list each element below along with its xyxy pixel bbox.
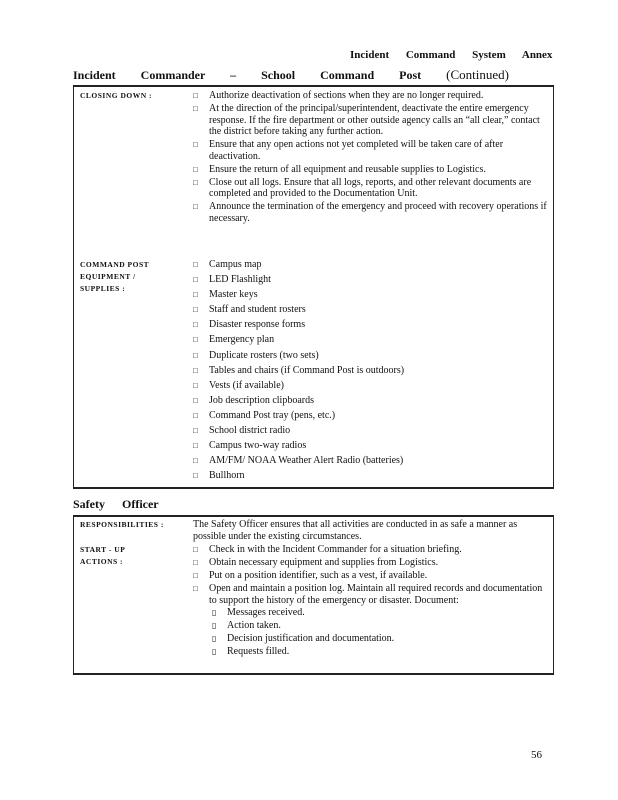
start-up-actions-label bbox=[80, 544, 125, 568]
section-title-safety-officer: Safety Officer bbox=[73, 497, 159, 511]
list-item: □ Bullhorn bbox=[193, 470, 548, 482]
list-item: □ Tables and chairs (if Command Post is outdoors) bbox=[193, 365, 548, 377]
list-item: □ Disaster response forms bbox=[193, 319, 548, 331]
section-title-left: Incident Commander bbox=[73, 68, 206, 82]
document-sublist bbox=[209, 607, 548, 658]
sub-list-item: ▯ Decision justification and documentation. bbox=[209, 633, 548, 645]
closing-down-list bbox=[193, 90, 548, 226]
list-item: □ Ensure that any open actions not yet completed will be taken care of after deactivation. bbox=[193, 139, 548, 162]
section-title-continued: (Continued) bbox=[446, 67, 509, 82]
list-item: □ Campus two-way radios bbox=[193, 440, 548, 452]
list-item: □ LED Flashlight bbox=[193, 274, 548, 286]
list-item: □ Staff and student rosters bbox=[193, 304, 548, 316]
list-item: □ Job description clipboards bbox=[193, 395, 548, 407]
list-item: □ Check in with the Incident Commander for a situation briefing. bbox=[193, 544, 548, 556]
list-item: □ Master keys bbox=[193, 289, 548, 301]
supplies-label-line-1: COMMAND POST bbox=[80, 260, 150, 269]
sub-list-item: ▯ Action taken. bbox=[209, 620, 548, 632]
page-number: 56 bbox=[531, 749, 542, 761]
list-item: □ Announce the termination of the emergency and proceed with recovery operations if necessary. bbox=[193, 201, 548, 224]
start-up-label-line-2: ACTIONS : bbox=[80, 557, 124, 566]
supplies-label-line-2: EQUIPMENT / bbox=[80, 272, 136, 281]
list-item: □ Put on a position identifier, such as a vest, if available. bbox=[193, 570, 548, 582]
sub-list-item: ▯ Messages received. bbox=[209, 607, 548, 619]
incident-commander-table bbox=[73, 85, 554, 489]
list-item: □ Close out all logs. Ensure that all logs, reports, and other relevant documents are completed and provided to the Documentation Unit. bbox=[193, 177, 548, 200]
start-up-actions-list bbox=[193, 544, 548, 659]
annex-title: Incident Command System Annex bbox=[350, 49, 553, 61]
supplies-label-line-3: SUPPLIES : bbox=[80, 284, 126, 293]
list-item: □ Authorize deactivation of sections when they are no longer required. bbox=[193, 90, 548, 102]
responsibilities-text: The Safety Officer ensures that all activities are conducted in as safe a manner as possible under the existing circumstances. bbox=[193, 519, 518, 542]
list-item: □ Emergency plan bbox=[193, 334, 548, 346]
list-item: □ Command Post tray (pens, etc.) bbox=[193, 410, 548, 422]
sub-list-item: ▯ Requests filled. bbox=[209, 646, 548, 658]
section-title-incident-commander bbox=[73, 67, 509, 83]
supplies-list bbox=[193, 259, 548, 485]
list-item: □ Obtain necessary equipment and supplies from Logistics. bbox=[193, 557, 548, 569]
list-item: □ Ensure the return of all equipment and reusable supplies to Logistics. bbox=[193, 164, 548, 176]
list-item: □ At the direction of the principal/superintendent, deactivate the entire emergency response. If the fire department or other outside agency calls an “all clear,” contact the district before taking any further action. bbox=[193, 103, 548, 138]
list-item bbox=[193, 583, 548, 658]
responsibilities-label: RESPONSIBILITIES : bbox=[80, 520, 164, 529]
list-item: □ Vests (if available) bbox=[193, 380, 548, 392]
safety-officer-table bbox=[73, 515, 554, 675]
list-item: □ Campus map bbox=[193, 259, 548, 271]
command-post-supplies-label bbox=[80, 259, 149, 295]
list-item: □ AM/FM/ NOAA Weather Alert Radio (batteries) bbox=[193, 455, 548, 467]
list-item: □ Duplicate rosters (two sets) bbox=[193, 350, 548, 362]
closing-down-label: CLOSING DOWN : bbox=[80, 91, 153, 100]
start-up-label-line-1: START - UP bbox=[80, 545, 126, 554]
section-title-mid: – School Command Post bbox=[230, 68, 422, 82]
list-item: □ School district radio bbox=[193, 425, 548, 437]
position-log-text: Open and maintain a position log. Maintain all required records and documentation to support the history of the emergency or disaster. Document: bbox=[209, 583, 543, 606]
